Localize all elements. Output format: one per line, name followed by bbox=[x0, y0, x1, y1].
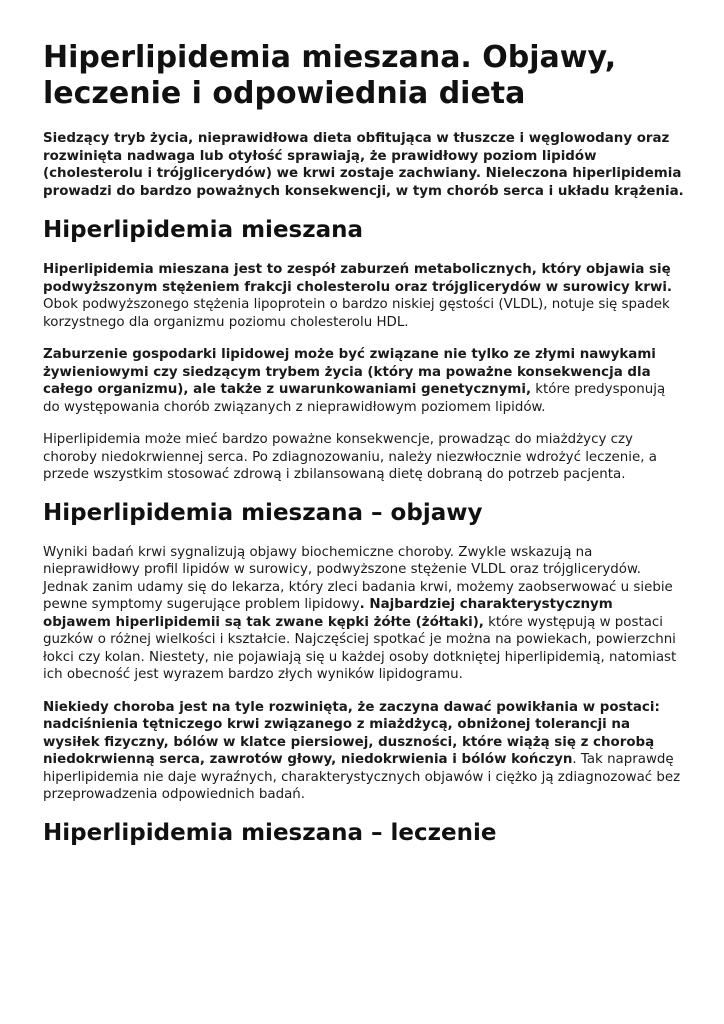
section2-paragraph-1-start: Wyniki badań krwi sygnalizują objawy biochemiczne choroby. Zwykle wskazują na nieprawidłowy profil lipidów w surowicy, podwyższone stężenie VLDL oraz trójglicerydów. Jednak zanim udamy się do lekarza, który zleci badania krwi, możemy zaobserwować u siebie pewne symptomy sugerujące problem lipidowy bbox=[43, 544, 673, 612]
section-heading-hiperlipidemia: Hiperlipidemia mieszana bbox=[43, 217, 364, 243]
section2-paragraph-1-text: które występują w postaci guzków o różnej wielkości i kształcie. Najczęściej spotkać je można na powiekach, powierzchni łokci czy kolan. Niestety, nie pojawiają się u każdej osoby dotkniętej hiperlipidemią, natomiast ich obecność jest wyrazem bardzo złych wyników lipidogramu. bbox=[43, 614, 677, 682]
section-heading-objawy: Hiperlipidemia mieszana – objawy bbox=[43, 499, 483, 526]
section2-paragraph-2-bold: Niekiedy choroba jest na tyle rozwinięta, że zaczyna dawać powikłania w postaci: nadciśnienia tętniczego krwi związanego z miażdżycą, obniżonej tolerancji na wysiłek fizyczny, bólów w klatce piersiowej, duszności, które wiążą się z chorobą niedokrwienną serca, zawrotów głowy, niedokrwienia i bólów kończyn bbox=[43, 699, 660, 767]
section1-paragraph-1-bold: Hiperlipidemia mieszana jest to zespół zaburzeń metabolicznych, który objawia się podwyższonym stężeniem frakcji cholesterolu oraz trójglicerydów w surowicy krwi. bbox=[43, 262, 672, 295]
section1-paragraph-3: Hiperlipidemia może mieć bardzo poważne konsekwencje, prowadząc do miażdżycy czy choroby niedokrwiennej serca. Po zdiagnozowaniu, należy niezwłocznie wdrożyć leczenie, a przede wszystkim stosować zdrową i zbilansowaną dietę dobraną do potrzeb pacjenta. bbox=[43, 432, 657, 482]
section1-paragraph-1 bbox=[43, 261, 684, 331]
section2-paragraph-1-bold: . Najbardziej charakterystycznym objawem hiperlipidemii są tak zwane kępki żółte (żółtaki), bbox=[43, 597, 613, 630]
section1-paragraph-2-text: które predysponują do występowania chorób związanych z nieprawidłowym poziomem lipidów. bbox=[43, 382, 666, 415]
section-heading-leczenie: Hiperlipidemia mieszana – leczenie bbox=[43, 819, 497, 846]
section2-paragraph-2-text: . Tak naprawdę hiperlipidemia nie daje wyraźnych, charakterystycznych objawów i ciężko ją zdiagnozować bez przeprowadzenia odpowiednich badań. bbox=[43, 752, 681, 802]
section1-paragraph-2 bbox=[43, 346, 684, 416]
article-lead: Siedzący tryb życia, nieprawidłowa dieta obfitująca w tłuszcze i węglowodany oraz rozwinięta nadwaga lub otyłość sprawiają, że prawidłowy poziom lipidów (cholesterolu i trójglicerydów) we krwi zostaje zachwiany. Nieleczona hiperlipidemia prowadzi do bardzo poważnych konsekwencji, w tym chorób serca i układu krążenia. bbox=[43, 131, 684, 199]
section2-paragraph-1 bbox=[43, 544, 684, 684]
section2-paragraph-2 bbox=[43, 699, 684, 804]
section1-paragraph-1-text: Obok podwyższonego stężenia lipoprotein o bardzo niskiej gęstości (VLDL), notuje się spadek korzystnego dla organizmu poziomu cholesterolu HDL. bbox=[43, 297, 670, 330]
article-title: Hiperlipidemia mieszana. Objawy, leczenie i odpowiednia dieta bbox=[43, 40, 617, 111]
section1-paragraph-2-bold: Zaburzenie gospodarki lipidowej może być związane nie tylko ze złymi nawykami żywieniowymi czy siedzącym trybem życia (który ma poważne konsekwencja dla całego organizmu), ale także z uwarunkowaniami genetycznymi, bbox=[43, 347, 656, 397]
